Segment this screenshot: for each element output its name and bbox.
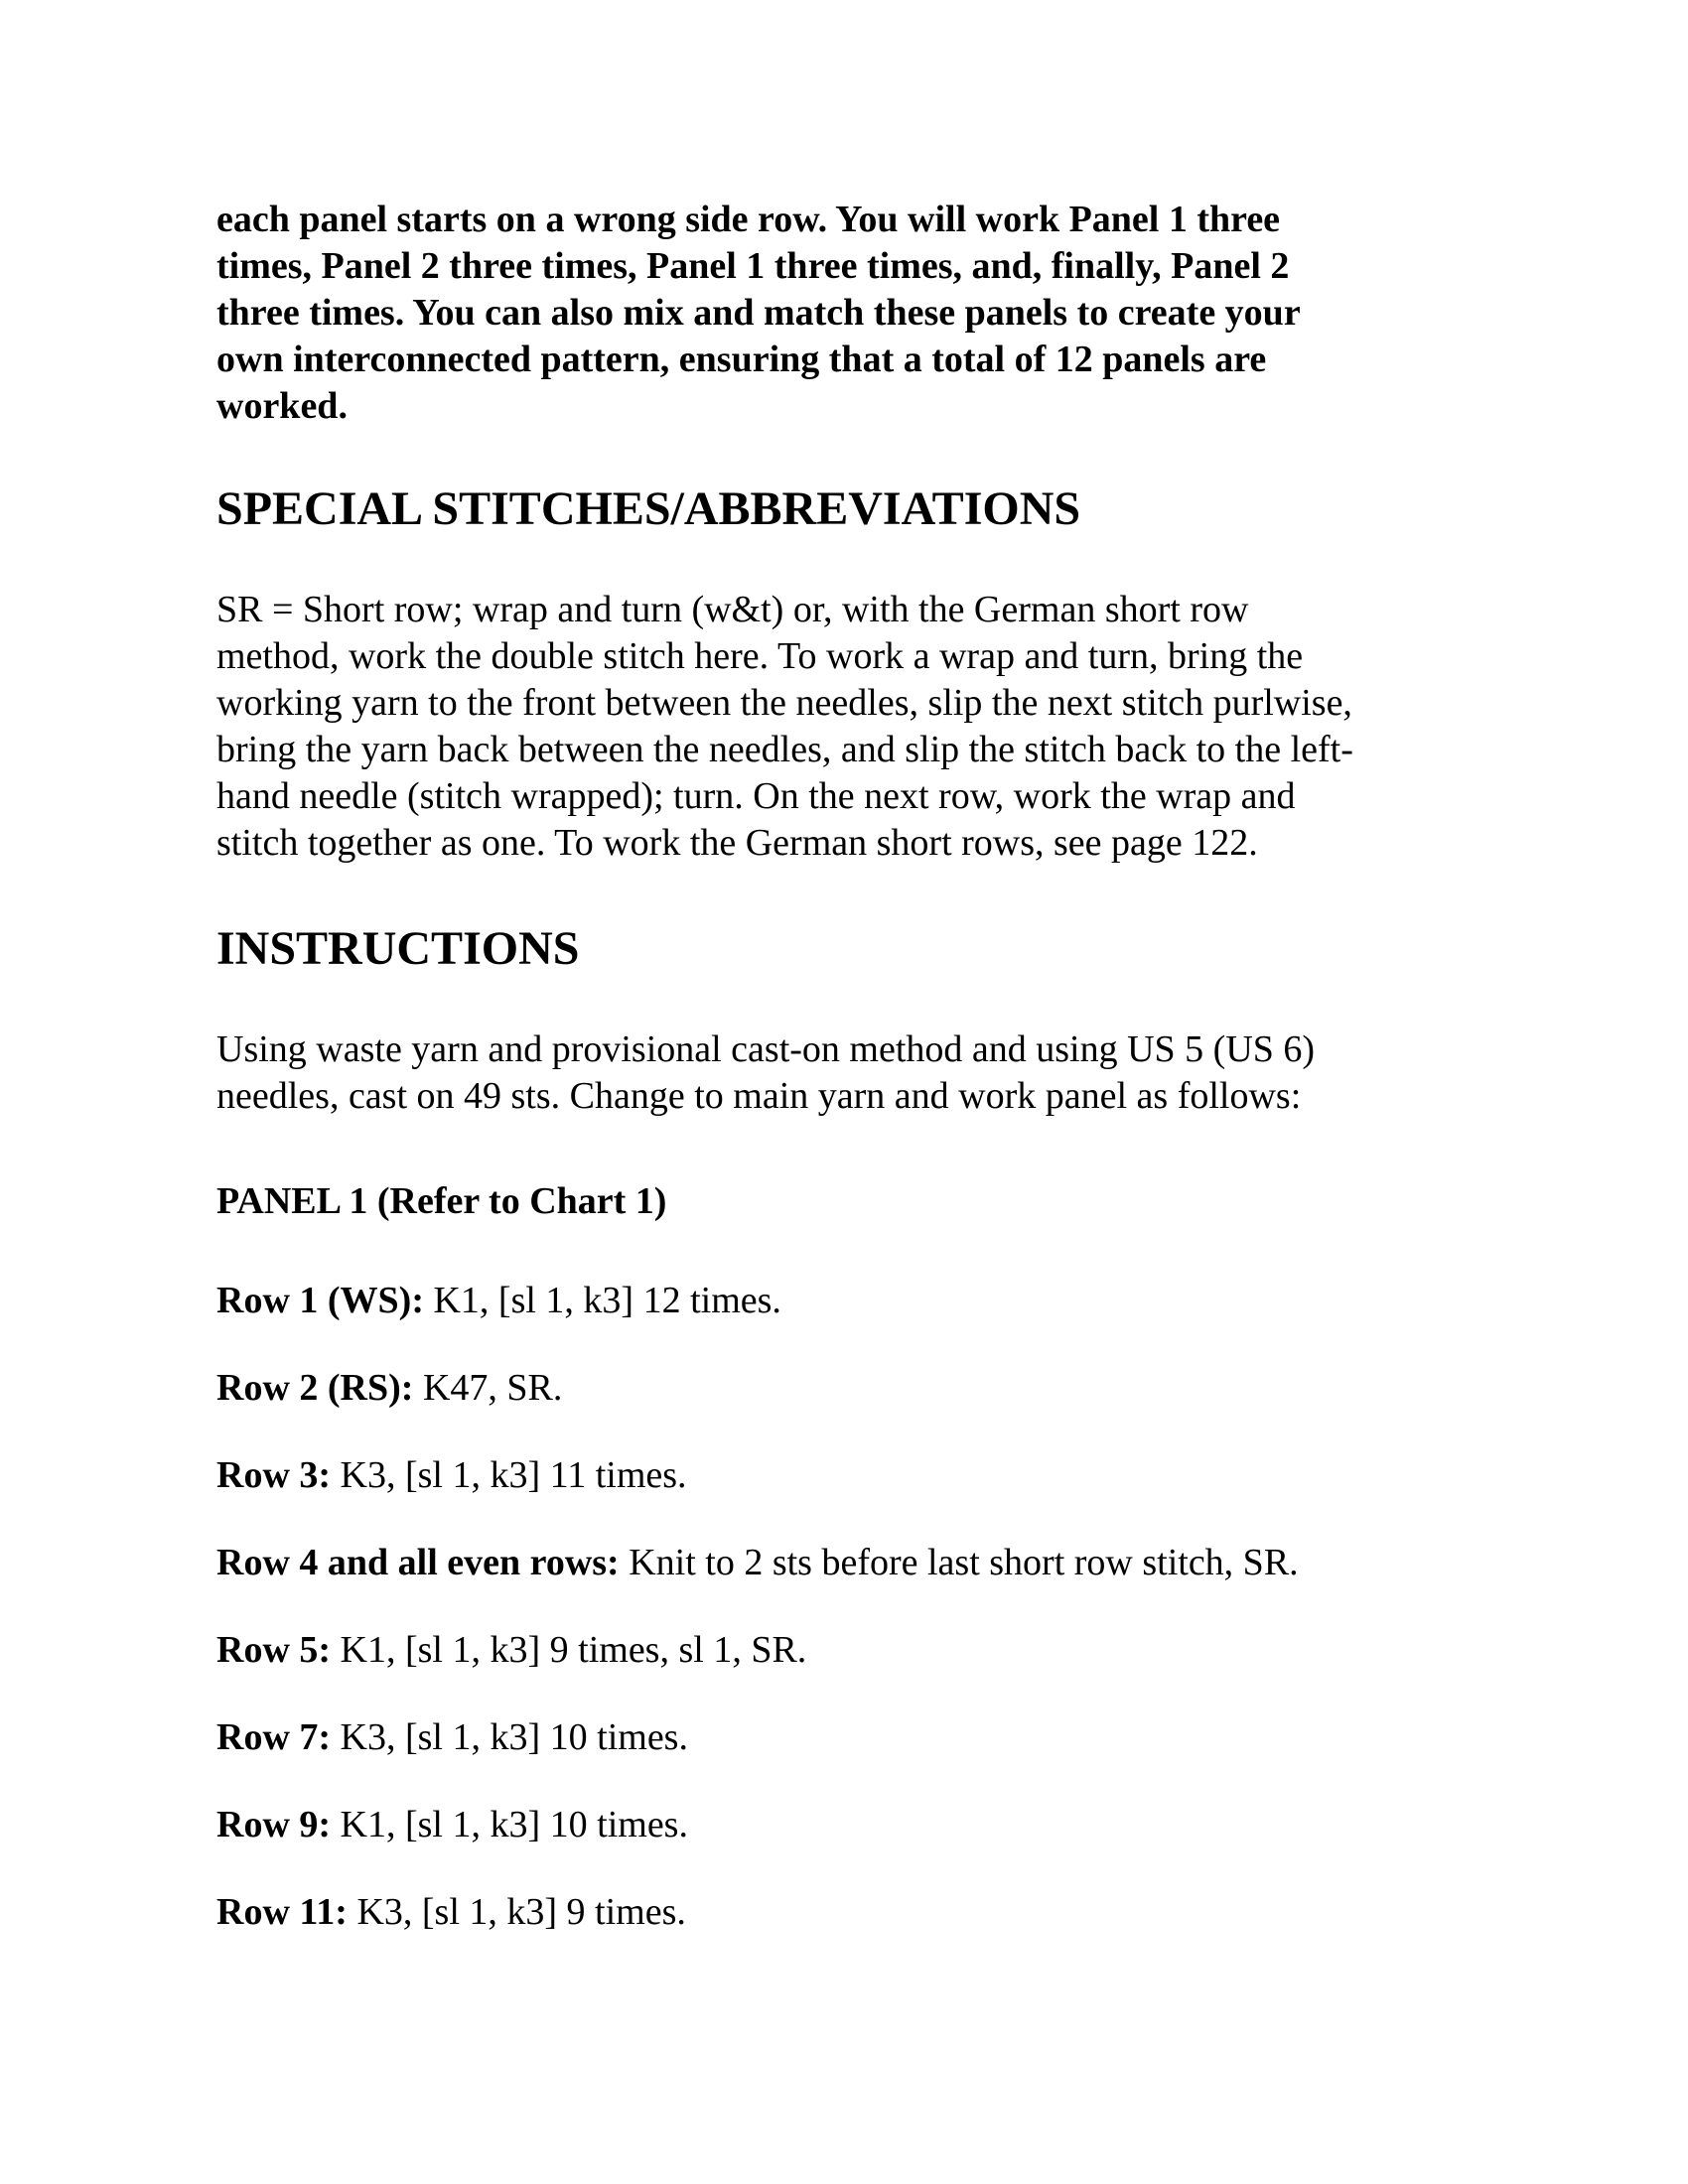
section-heading-special-stitches: SPECIAL STITCHES/ABBREVIATIONS [216, 482, 1081, 535]
pattern-row [216, 1627, 1460, 1674]
row-label: Row 2 (RS): [216, 1367, 414, 1409]
section-heading-instructions: INSTRUCTIONS [216, 922, 580, 975]
row-instruction: Knit to 2 sts before last short row stitch, SR. [629, 1542, 1299, 1583]
row-label: Row 11: [216, 1891, 348, 1933]
row-instruction: K47, SR. [422, 1367, 563, 1409]
row-instruction: K1, [sl 1, k3] 10 times. [340, 1804, 688, 1845]
pattern-row [216, 1540, 1460, 1586]
pattern-row [216, 1889, 1460, 1936]
pattern-row [216, 1278, 1460, 1324]
intro-paragraph: each panel starts on a wrong side row. You will work Panel 1 three times, Panel 2 three times, Panel 1 three times, and, finally, Panel 2 three times. You can also mix and match these panels to create your own interconnected pattern, ensuring that a total of 12 panels are worked. [216, 199, 1301, 427]
pattern-row [216, 1365, 1460, 1412]
instructions-paragraph: Using waste yarn and provisional cast-on method and using US 5 (US 6) needles, cast on 49 sts. Change to main yarn and work panel as follows: [216, 1028, 1316, 1117]
row-instruction: K1, [sl 1, k3] 9 times, sl 1, SR. [340, 1629, 807, 1671]
row-instruction: K3, [sl 1, k3] 10 times. [340, 1716, 688, 1758]
row-label: Row 9: [216, 1804, 332, 1845]
pattern-row [216, 1452, 1460, 1499]
row-instruction: K3, [sl 1, k3] 11 times. [340, 1454, 687, 1496]
row-instruction: K3, [sl 1, k3] 9 times. [356, 1891, 686, 1933]
row-label: Row 7: [216, 1716, 332, 1758]
panel-title: PANEL 1 (Refer to Chart 1) [216, 1180, 667, 1222]
special-stitches-paragraph: SR = Short row; wrap and turn (w&t) or, with the German short row method, work the double stitch here. To work a wrap and turn, bring the working yarn to the front between the needles, slip the next stitch purlwise, bring the yarn back between the needles, and slip the stitch back to the left- hand needle (stitch wrapped); turn. On the next row, work the wrap and stitch together as one. To work the German short rows, see page 122. [216, 589, 1353, 864]
pattern-row [216, 1714, 1460, 1761]
row-label: Row 4 and all even rows: [216, 1542, 620, 1583]
row-label: Row 5: [216, 1629, 332, 1671]
row-label: Row 3: [216, 1454, 332, 1496]
row-label: Row 1 (WS): [216, 1280, 424, 1321]
row-instruction: K1, [sl 1, k3] 12 times. [433, 1280, 781, 1321]
pattern-row [216, 1802, 1460, 1848]
